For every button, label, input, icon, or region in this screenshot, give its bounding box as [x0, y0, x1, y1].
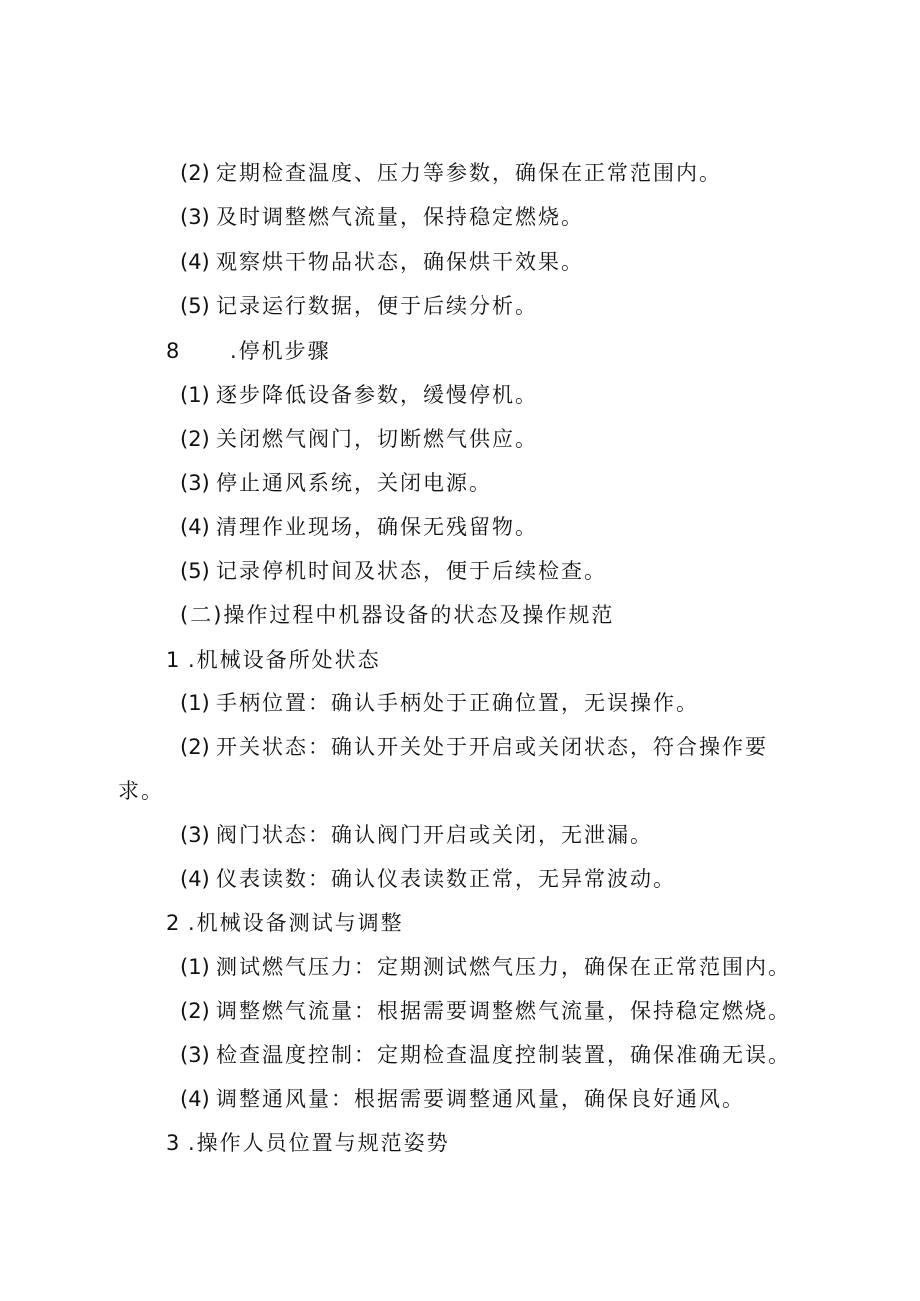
list-text: 求。 — [118, 779, 164, 803]
list-item — [180, 291, 538, 321]
list-text: 记录运行数据，便于后续分析。 — [216, 294, 538, 318]
list-item — [180, 1040, 791, 1070]
section-heading — [166, 645, 381, 675]
list-item — [180, 556, 607, 586]
list-text: 停止通风系统，关闭电源。 — [216, 471, 492, 495]
list-text: 手柄位置：确认手柄处于正确位置，无误操作。 — [216, 691, 699, 715]
list-item — [180, 952, 791, 982]
list-number: (4) — [180, 515, 210, 539]
list-number: (3) — [180, 1043, 210, 1067]
section-heading — [166, 908, 404, 938]
list-item — [180, 202, 584, 232]
list-text: 观察烘干物品状态，确保烘干效果。 — [216, 250, 584, 274]
list-number: (3) — [180, 471, 210, 495]
section-heading — [166, 1128, 450, 1158]
list-text: 关闭燃气阀门，切断燃气供应。 — [216, 427, 538, 451]
list-item — [180, 1084, 745, 1114]
list-item — [180, 512, 538, 542]
section-number: 2 — [166, 911, 180, 935]
list-number: (2) — [180, 161, 210, 185]
section-title: .机械设备所处状态 — [188, 648, 381, 672]
list-item — [180, 820, 653, 850]
list-number: (2) — [180, 735, 210, 759]
list-text: 调整通风量：根据需要调整通风量，确保良好通风。 — [216, 1087, 745, 1111]
list-item — [180, 424, 538, 454]
list-item — [180, 996, 791, 1026]
list-number: (1) — [180, 383, 210, 407]
list-text: 清理作业现场，确保无残留物。 — [216, 515, 538, 539]
section-number: 8 — [166, 339, 180, 363]
list-number: (2) — [180, 427, 210, 451]
list-text: 阀门状态：确认阀门开启或关闭，无泄漏。 — [216, 823, 653, 847]
section-title: .机械设备测试与调整 — [188, 911, 404, 935]
list-text: 仪表读数：确认仪表读数正常，无异常波动。 — [216, 867, 676, 891]
list-item-continuation — [118, 776, 164, 806]
subsection-title: (二)操作过程中机器设备的状态及操作规范 — [180, 603, 615, 627]
list-text: 记录停机时间及状态，便于后续检查。 — [216, 559, 607, 583]
list-item — [180, 247, 584, 277]
list-text: 开关状态：确认开关处于开启或关闭状态，符合操作要 — [216, 735, 768, 759]
list-number: (1) — [180, 955, 210, 979]
section-heading — [166, 336, 331, 366]
subsection-heading — [180, 600, 614, 630]
list-number: (3) — [180, 823, 210, 847]
section-number: 3 — [166, 1131, 180, 1155]
list-number: (4) — [180, 250, 210, 274]
list-number: (5) — [180, 559, 210, 583]
list-item — [180, 380, 538, 410]
list-number: (1) — [180, 691, 210, 715]
section-title: .停机步骤 — [230, 339, 331, 363]
list-text: 检查温度控制：定期检查温度控制装置，确保准确无误。 — [216, 1043, 791, 1067]
list-number: (3) — [180, 205, 210, 229]
list-item — [180, 158, 722, 188]
list-number: (2) — [180, 999, 210, 1023]
list-number: (4) — [180, 867, 210, 891]
list-text: 测试燃气压力：定期测试燃气压力，确保在正常范围内。 — [216, 955, 791, 979]
list-number: (4) — [180, 1087, 210, 1111]
list-text: 逐步降低设备参数，缓慢停机。 — [216, 383, 538, 407]
list-item — [180, 688, 699, 718]
list-item — [180, 864, 676, 894]
list-number: (5) — [180, 294, 210, 318]
section-title: .操作人员位置与规范姿势 — [188, 1131, 450, 1155]
list-text: 调整燃气流量：根据需要调整燃气流量，保持稳定燃烧。 — [216, 999, 791, 1023]
list-text: 定期检查温度、压力等参数，确保在正常范围内。 — [216, 161, 722, 185]
list-item — [180, 732, 768, 762]
section-number: 1 — [166, 648, 180, 672]
list-text: 及时调整燃气流量，保持稳定燃烧。 — [216, 205, 584, 229]
list-item — [180, 468, 492, 498]
